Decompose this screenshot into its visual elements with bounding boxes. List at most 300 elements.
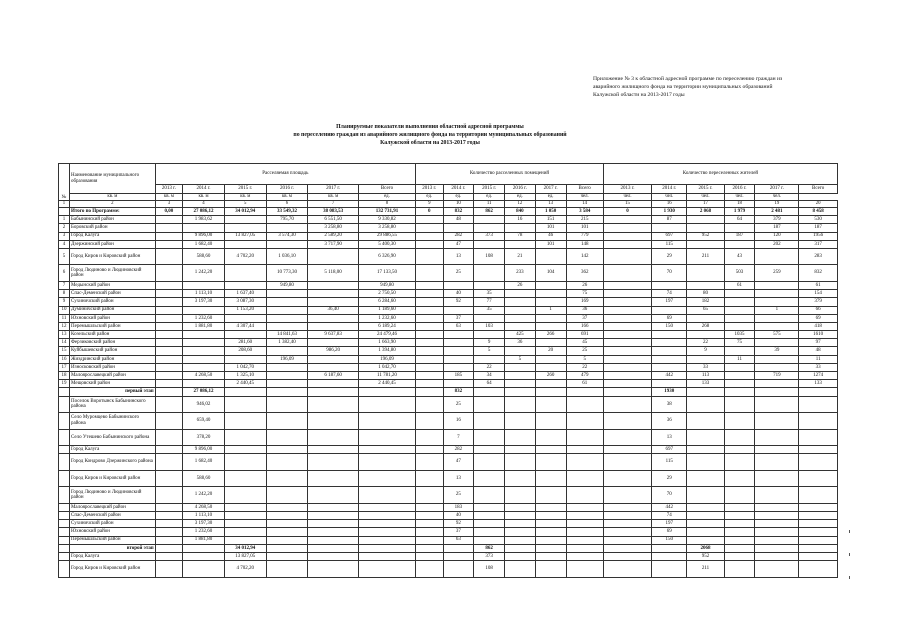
- table-cell: 166: [566, 322, 603, 330]
- table-cell: 4 268,50: [183, 372, 225, 380]
- table-cell: 362: [566, 265, 603, 282]
- row-number: 18: [59, 372, 70, 380]
- table-cell: 13 827,05: [224, 232, 266, 240]
- table-cell: [687, 470, 724, 487]
- table-cell: [755, 281, 799, 289]
- table-cell: [155, 347, 182, 355]
- margin-marks: [848, 530, 852, 610]
- table-cell: [535, 487, 566, 504]
- table-cell: [358, 446, 415, 454]
- table-cell: [799, 536, 838, 544]
- table-cell: [535, 429, 566, 446]
- table-cell: 47: [443, 240, 474, 248]
- table-cell: [358, 429, 415, 446]
- header-year: 2015 г.: [687, 185, 724, 194]
- table-cell: 69: [799, 314, 838, 322]
- table-cell: [505, 429, 536, 446]
- row-number: [59, 544, 70, 552]
- table-cell: [505, 487, 536, 504]
- table-cell: 92: [443, 520, 474, 528]
- column-number: 6: [266, 201, 308, 208]
- table-cell: 37: [443, 528, 474, 536]
- column-number: 2: [69, 201, 155, 208]
- table-cell: 69: [652, 528, 687, 536]
- table-cell: [155, 454, 182, 471]
- table-cell: [155, 298, 182, 306]
- table-cell: [687, 454, 724, 471]
- table-cell: 6 326,90: [358, 248, 415, 265]
- table-cell: [687, 413, 724, 430]
- table-cell: 1 242,20: [183, 265, 225, 282]
- annex-line: аварийного жилищного фонда на территории муниципальных образований: [593, 84, 773, 90]
- table-cell: 182: [687, 298, 724, 306]
- table-cell: 378,20: [183, 429, 225, 446]
- table-cell: [266, 396, 308, 413]
- header-year: 2013 г.: [155, 185, 182, 194]
- table-cell: [652, 339, 687, 347]
- table-cell: 2 481: [755, 208, 799, 216]
- table-cell: 1 036,10: [266, 248, 308, 265]
- table-cell: 183: [443, 503, 474, 511]
- table-cell: [535, 248, 566, 265]
- table-cell: 1 663,90: [358, 339, 415, 347]
- table-cell: [224, 265, 266, 282]
- row-name: Мещовский район: [69, 380, 155, 388]
- table-cell: [724, 314, 755, 322]
- table-cell: [155, 380, 182, 388]
- table-cell: 36: [566, 306, 603, 314]
- table-cell: 4 268,50: [183, 503, 225, 511]
- table-cell: 1930: [652, 388, 687, 396]
- table-cell: [535, 511, 566, 519]
- header-colnums-row: [59, 201, 838, 208]
- table-cell: [443, 380, 474, 388]
- table-cell: 6 189,24: [358, 322, 415, 330]
- table-cell: [505, 380, 536, 388]
- table-cell: [724, 446, 755, 454]
- table-cell: 36: [652, 413, 687, 430]
- table-cell: 25: [443, 265, 474, 282]
- table-row: [59, 322, 838, 330]
- row-name: Бабынинский район: [69, 216, 155, 224]
- table-cell: [183, 306, 225, 314]
- table-cell: [603, 290, 651, 298]
- table-cell: 80: [687, 290, 724, 298]
- table-cell: 26: [505, 281, 536, 289]
- header-name: Наименование муниципального образования: [69, 164, 155, 194]
- table-cell: [566, 470, 603, 487]
- table-cell: 479: [566, 372, 603, 380]
- table-cell: [603, 331, 651, 339]
- table-cell: [155, 388, 182, 396]
- table-row: [59, 331, 838, 339]
- table-cell: 187: [799, 224, 838, 232]
- table-cell: [652, 363, 687, 371]
- table-cell: [724, 322, 755, 330]
- table-cell: 268: [687, 322, 724, 330]
- table-cell: [416, 454, 443, 471]
- table-cell: 37: [443, 314, 474, 322]
- table-row: [59, 224, 838, 232]
- table-cell: [755, 429, 799, 446]
- table-cell: [266, 380, 308, 388]
- table-cell: [155, 552, 182, 560]
- table-cell: 952: [687, 552, 724, 560]
- table-cell: [358, 552, 415, 560]
- table-cell: 70: [652, 487, 687, 504]
- table-cell: [416, 388, 443, 396]
- table-cell: [266, 306, 308, 314]
- table-cell: 9: [474, 339, 505, 347]
- table-cell: [505, 240, 536, 248]
- table-cell: [474, 487, 505, 504]
- table-cell: 1: [755, 306, 799, 314]
- table-cell: 48: [799, 347, 838, 355]
- table-cell: [308, 561, 359, 578]
- table-cell: 13: [652, 429, 687, 446]
- table-cell: [724, 536, 755, 544]
- table-row: [59, 265, 838, 282]
- row-number: 10: [59, 306, 70, 314]
- table-cell: [603, 314, 651, 322]
- table-cell: 1 189,60: [358, 306, 415, 314]
- row-number: [59, 208, 70, 216]
- table-cell: [505, 290, 536, 298]
- table-cell: 211: [687, 561, 724, 578]
- table-cell: [505, 306, 536, 314]
- column-number: 8: [358, 201, 415, 208]
- table-cell: [416, 511, 443, 519]
- table-cell: [687, 487, 724, 504]
- table-cell: 5: [505, 355, 536, 363]
- table-cell: [535, 503, 566, 511]
- table-cell: 22: [474, 363, 505, 371]
- column-number: 5: [224, 201, 266, 208]
- header-unit: чел.: [603, 194, 651, 201]
- row-number: [59, 487, 70, 504]
- table-cell: [505, 544, 536, 552]
- table-cell: 3 087,30: [224, 298, 266, 306]
- row-number: 9: [59, 298, 70, 306]
- table-cell: 1 979: [724, 208, 755, 216]
- column-number: 19: [755, 201, 799, 208]
- table-cell: 588,60: [183, 248, 225, 265]
- table-cell: [266, 503, 308, 511]
- program-indicators-table: [58, 163, 838, 578]
- table-cell: 832: [443, 208, 474, 216]
- table-cell: 8 458: [799, 208, 838, 216]
- table-row: [59, 544, 838, 552]
- table-cell: [155, 470, 182, 487]
- table-cell: [724, 413, 755, 430]
- table-cell: 150: [652, 536, 687, 544]
- column-number: 16: [652, 201, 687, 208]
- table-cell: [724, 487, 755, 504]
- table-cell: 0,00: [155, 208, 182, 216]
- table-cell: [443, 355, 474, 363]
- table-cell: [603, 552, 651, 560]
- table-cell: 425: [505, 331, 536, 339]
- table-cell: [755, 388, 799, 396]
- table-cell: 1 232,60: [358, 314, 415, 322]
- row-name: Спас-Деменский район: [69, 290, 155, 298]
- table-cell: 97: [799, 339, 838, 347]
- table-cell: [358, 536, 415, 544]
- table-cell: 202: [755, 240, 799, 248]
- table-cell: [416, 331, 443, 339]
- table-cell: [358, 487, 415, 504]
- table-cell: [603, 380, 651, 388]
- table-cell: [416, 552, 443, 560]
- table-cell: [416, 536, 443, 544]
- row-number: [59, 511, 70, 519]
- table-cell: [358, 396, 415, 413]
- table-cell: [224, 536, 266, 544]
- table-cell: [474, 520, 505, 528]
- table-cell: [308, 536, 359, 544]
- table-cell: [155, 314, 182, 322]
- table-cell: [443, 339, 474, 347]
- table-cell: [566, 552, 603, 560]
- table-cell: 588,60: [183, 470, 225, 487]
- table-cell: [505, 520, 536, 528]
- table-cell: 25: [443, 396, 474, 413]
- table-cell: [474, 536, 505, 544]
- table-cell: [266, 536, 308, 544]
- table-row: [59, 487, 838, 504]
- row-name: Юхновский район: [69, 528, 155, 536]
- table-cell: [308, 413, 359, 430]
- table-cell: 260: [535, 372, 566, 380]
- table-cell: [416, 298, 443, 306]
- table-cell: [443, 561, 474, 578]
- table-cell: [474, 355, 505, 363]
- table-cell: [799, 528, 838, 536]
- row-number: 16: [59, 355, 70, 363]
- table-cell: [155, 544, 182, 552]
- table-cell: [474, 446, 505, 454]
- row-name: Перемышльский район: [69, 322, 155, 330]
- table-cell: 1 232,60: [183, 314, 225, 322]
- table-cell: [266, 561, 308, 578]
- table-cell: [603, 322, 651, 330]
- header-unit: ед.: [474, 194, 505, 201]
- table-cell: [652, 224, 687, 232]
- table-cell: 3 584: [566, 208, 603, 216]
- table-cell: [224, 396, 266, 413]
- table-row: [59, 446, 838, 454]
- table-cell: 40: [443, 290, 474, 298]
- table-cell: [358, 413, 415, 430]
- table-cell: [266, 224, 308, 232]
- table-row: [59, 511, 838, 519]
- table-cell: 233: [505, 265, 536, 282]
- table-cell: [416, 314, 443, 322]
- table-cell: 1 930: [652, 208, 687, 216]
- row-number: [59, 396, 70, 413]
- table-cell: [155, 536, 182, 544]
- column-number: 9: [416, 201, 443, 208]
- table-cell: [755, 511, 799, 519]
- table-cell: 1 325,10: [224, 372, 266, 380]
- table-cell: [755, 552, 799, 560]
- table-cell: [505, 511, 536, 519]
- table-cell: [724, 511, 755, 519]
- table-cell: [603, 503, 651, 511]
- row-name: Думиничский район: [69, 306, 155, 314]
- header-area: Расселяемая площадь: [155, 164, 415, 185]
- table-cell: [687, 429, 724, 446]
- column-number: 14: [566, 201, 603, 208]
- table-cell: 379: [755, 216, 799, 224]
- table-cell: [652, 355, 687, 363]
- header-year: 2014 г.: [183, 185, 225, 194]
- table-cell: [416, 372, 443, 380]
- table-cell: [474, 429, 505, 446]
- table-cell: [308, 281, 359, 289]
- table-cell: [603, 520, 651, 528]
- table-cell: [183, 339, 225, 347]
- table-cell: [308, 503, 359, 511]
- table-cell: 373: [474, 232, 505, 240]
- table-cell: [155, 240, 182, 248]
- table-cell: [724, 552, 755, 560]
- table-cell: 0: [603, 208, 651, 216]
- table-cell: 1956: [799, 232, 838, 240]
- table-cell: 196,09: [358, 355, 415, 363]
- table-cell: [224, 503, 266, 511]
- header-year: 2016 г.: [724, 185, 755, 194]
- table-cell: [266, 413, 308, 430]
- table-cell: 35: [474, 306, 505, 314]
- table-cell: 0: [416, 208, 443, 216]
- table-cell: 2 440,45: [224, 380, 266, 388]
- header-rooms: Количество расселенных помещений: [416, 164, 604, 185]
- header-unit: кв. м: [224, 194, 266, 201]
- row-number: 3: [59, 232, 70, 240]
- table-cell: 13: [443, 248, 474, 265]
- table-cell: 795,70: [266, 216, 308, 224]
- table-cell: 1274: [799, 372, 838, 380]
- table-cell: 104: [535, 265, 566, 282]
- table-cell: [505, 413, 536, 430]
- table-cell: 75: [724, 339, 755, 347]
- table-cell: [566, 454, 603, 471]
- table-cell: [358, 511, 415, 519]
- table-cell: [308, 528, 359, 536]
- table-cell: [266, 552, 308, 560]
- table-cell: 281,60: [224, 339, 266, 347]
- row-name: Малоярославецкий район: [69, 503, 155, 511]
- table-cell: [535, 520, 566, 528]
- table-cell: [724, 503, 755, 511]
- row-name: Сухиничский район: [69, 298, 155, 306]
- table-cell: [266, 470, 308, 487]
- table-cell: [535, 281, 566, 289]
- table-cell: 5: [474, 347, 505, 355]
- table-cell: [308, 388, 359, 396]
- table-cell: [443, 306, 474, 314]
- table-cell: [799, 544, 838, 552]
- table-cell: [755, 322, 799, 330]
- table-cell: 26: [566, 281, 603, 289]
- row-name: Город Киров и Кировский район: [69, 470, 155, 487]
- row-name: Спас-Деменский район: [69, 511, 155, 519]
- table-cell: [603, 240, 651, 248]
- table-cell: [224, 355, 266, 363]
- table-cell: [358, 528, 415, 536]
- table-cell: [566, 388, 603, 396]
- table-cell: 3 197,30: [183, 298, 225, 306]
- table-cell: 20: [535, 347, 566, 355]
- table-cell: [308, 314, 359, 322]
- header-year: 2016 г.: [266, 185, 308, 194]
- table-cell: 1 682,40: [183, 240, 225, 248]
- table-cell: 282: [443, 232, 474, 240]
- table-cell: [724, 561, 755, 578]
- table-cell: 115: [652, 240, 687, 248]
- table-cell: [266, 240, 308, 248]
- row-name: Город Кондрово Дзержинского района: [69, 454, 155, 471]
- table-cell: [416, 232, 443, 240]
- table-row: [59, 339, 838, 347]
- table-row: [59, 372, 838, 380]
- table-cell: [183, 363, 225, 371]
- table-cell: 952: [687, 232, 724, 240]
- table-cell: 75: [566, 290, 603, 298]
- table-cell: 45: [566, 339, 603, 347]
- row-number: [59, 388, 70, 396]
- table-cell: 108: [474, 248, 505, 265]
- table-cell: [535, 388, 566, 396]
- table-cell: 40: [443, 511, 474, 519]
- table-cell: 986,20: [308, 347, 359, 355]
- table-cell: [308, 290, 359, 298]
- table-cell: [755, 314, 799, 322]
- table-cell: [224, 429, 266, 446]
- table-cell: [416, 347, 443, 355]
- table-cell: [652, 561, 687, 578]
- table-cell: [224, 281, 266, 289]
- table-cell: 64: [474, 380, 505, 388]
- table-cell: [687, 224, 724, 232]
- table-cell: 779: [566, 232, 603, 240]
- row-name: Малоярославецкий район: [69, 372, 155, 380]
- table-cell: [755, 544, 799, 552]
- table-row: [59, 208, 838, 216]
- table-cell: [358, 544, 415, 552]
- table-cell: [474, 396, 505, 413]
- table-cell: [224, 216, 266, 224]
- table-cell: 61: [566, 380, 603, 388]
- table-cell: [155, 306, 182, 314]
- row-number: 1: [59, 216, 70, 224]
- table-cell: [535, 446, 566, 454]
- table-cell: [183, 224, 225, 232]
- table-row: [59, 290, 838, 298]
- table-cell: [535, 544, 566, 552]
- table-cell: [687, 331, 724, 339]
- header-unit: чел.: [755, 194, 799, 201]
- header-unit: кв. м: [183, 194, 225, 201]
- header-year: 2015 г.: [224, 185, 266, 194]
- header-year: 2016 г.: [505, 185, 536, 194]
- table-cell: [603, 528, 651, 536]
- table-cell: 48: [443, 216, 474, 224]
- table-cell: [308, 511, 359, 519]
- column-number: 3: [155, 201, 182, 208]
- table-cell: 530: [799, 216, 838, 224]
